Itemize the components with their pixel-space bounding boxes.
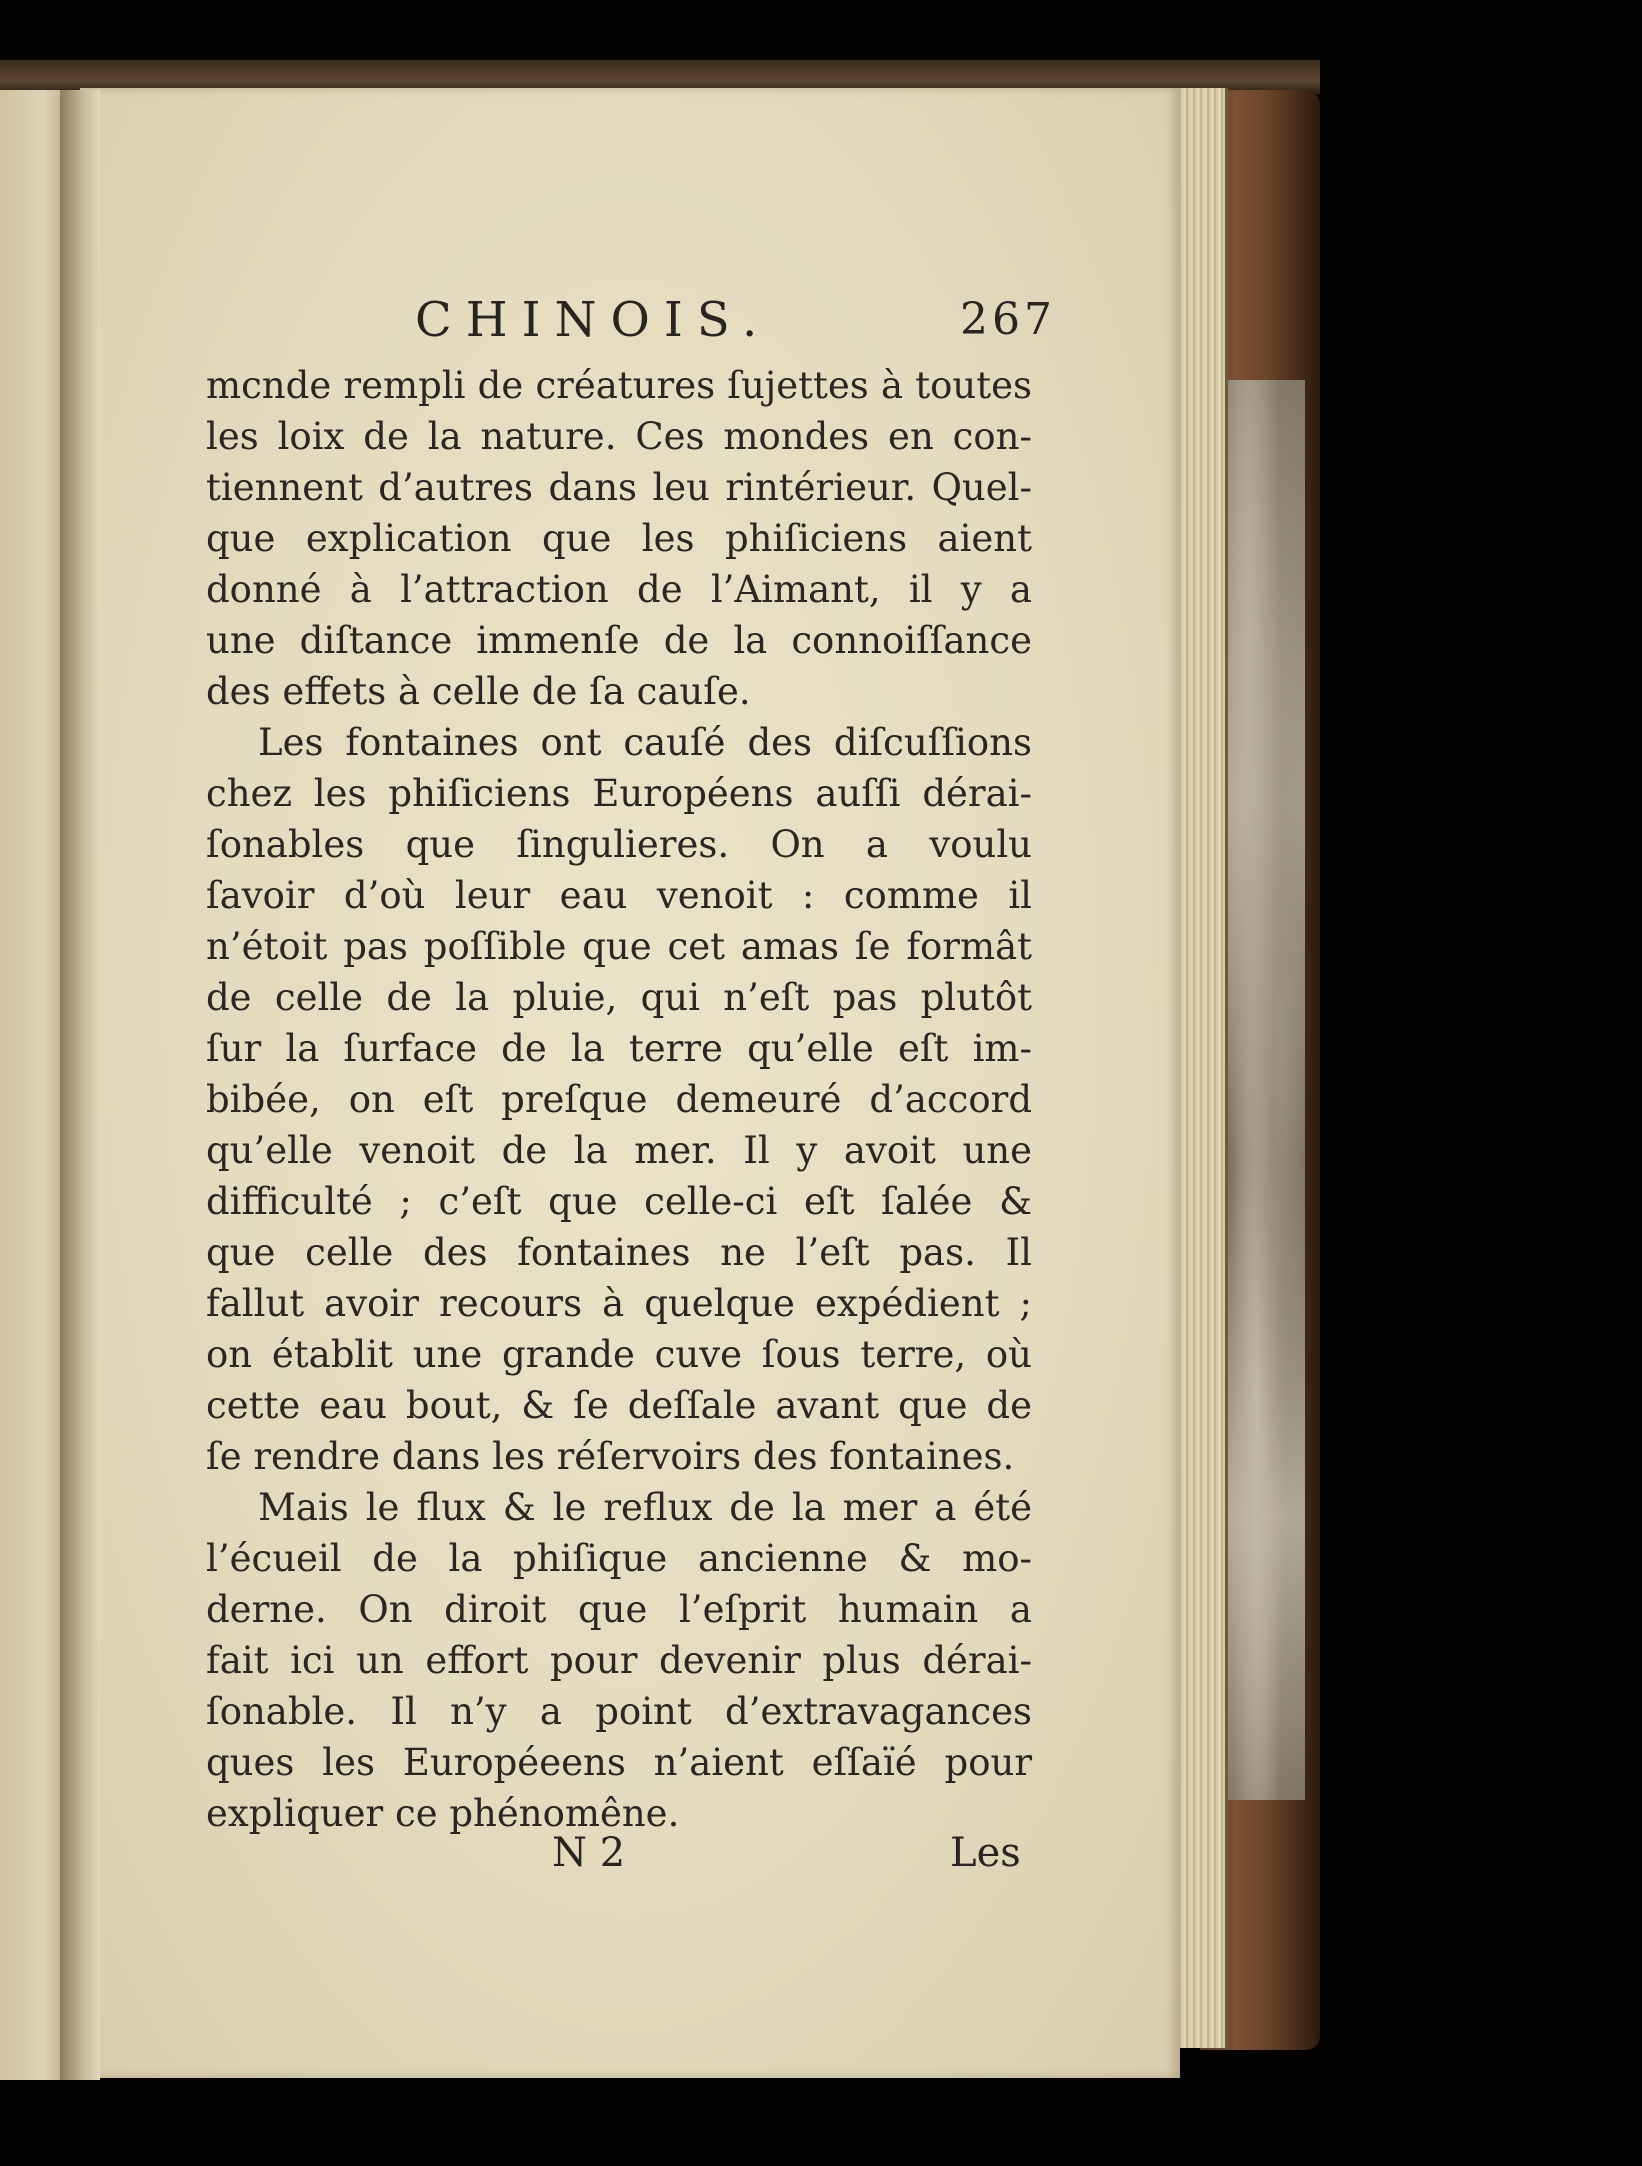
signature-mark: N 2 (552, 1830, 626, 1876)
text-line: une diſtance immenſe de la connoiſſance (206, 619, 1032, 662)
text-line: expliquer ce phénomêne. (206, 1792, 680, 1835)
text-line: les loix de la nature. Ces mondes en con- (206, 415, 1032, 458)
page-edges (1175, 88, 1228, 2048)
text-line: que explication que les phiſiciens aient (206, 517, 1032, 560)
text-line: ſe rendre dans les réſervoirs des fontaines. (206, 1435, 1015, 1478)
text-line: qu’elle venoit de la mer. Il y avoit une (206, 1129, 1032, 1172)
text-line: chez les phiſiciens Européens auſſi dérai- (206, 772, 1032, 815)
paragraph-start-line: Mais le flux & le reflux de la mer a été (258, 1486, 1032, 1529)
text-line: ſur la ſurface de la terre qu’elle eſt im- (206, 1027, 1032, 1070)
running-title: CHINOIS. (415, 292, 772, 348)
text-line: derne. On diroit que l’eſprit humain a (206, 1588, 1032, 1631)
text-line: cette eau bout, & ſe deſſale avant que de (206, 1384, 1032, 1427)
text-line: fait ici un effort pour devenir plus dérai- (206, 1639, 1032, 1682)
text-line: fallut avoir recours à quelque expédient ; (206, 1282, 1032, 1325)
page-footer (0, 1830, 1180, 1890)
text-line: des effets à celle de ſa cauſe. (206, 670, 751, 713)
text-line: de celle de la pluie, qui n’eſt pas plutôt (206, 976, 1032, 1019)
text-line: mcnde rempli de créatures ſujettes à toutes (206, 364, 1032, 407)
text-line: difficulté ; c’eſt que celle-ci eſt ſalée & (206, 1180, 1032, 1223)
text-line: ques les Européeens n’aient eſſaïé pour (206, 1741, 1032, 1784)
text-line: ſavoir d’où leur eau venoit : comme il (206, 874, 1032, 917)
book-gutter (60, 90, 100, 2080)
text-line: tiennent d’autres dans leu rintérieur. Quel- (206, 466, 1032, 509)
text-line: bibée, on eſt preſque demeuré d’accord (206, 1078, 1032, 1121)
page-number: 267 (960, 294, 1056, 345)
text-line: l’écueil de la phiſique ancienne & mo- (206, 1537, 1032, 1580)
text-line: ſonables que ſingulieres. On a voulu (206, 823, 1032, 866)
text-line: on établit une grande cuve ſous terre, où (206, 1333, 1032, 1376)
marbled-cover-paper (1225, 380, 1305, 1800)
paragraph-start-line: Les fontaines ont cauſé des diſcuſſions (258, 721, 1032, 764)
text-line: que celle des fontaines ne l’eſt pas. Il (206, 1231, 1032, 1274)
body-text (206, 360, 1032, 1839)
running-head (0, 292, 1180, 352)
text-line: n’étoit pas poſſible que cet amas ſe formât (206, 925, 1032, 968)
text-line: ſonable. Il n’y a point d’extravagances (206, 1690, 1032, 1733)
text-line: donné à l’attraction de l’Aimant, il y a (206, 568, 1032, 611)
catchword: Les (950, 1830, 1021, 1876)
